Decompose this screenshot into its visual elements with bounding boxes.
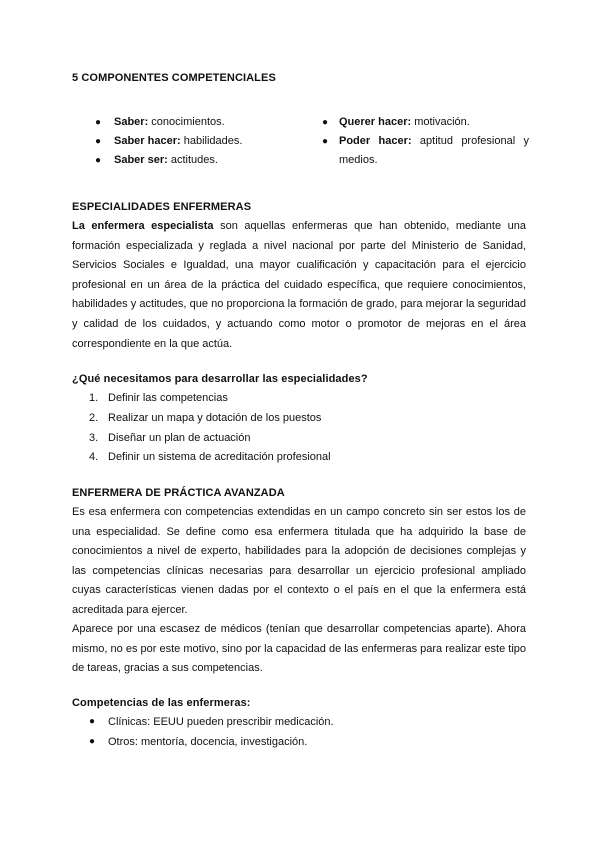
item-text: Otros: mentoría, docencia, investigación.	[108, 736, 308, 748]
item-label: Querer hacer:	[339, 116, 412, 128]
item-text: Diseñar un plan de actuación	[108, 431, 251, 444]
item-number: 3.	[89, 431, 99, 444]
list-item	[72, 732, 334, 752]
item-text: Definir las competencias	[108, 392, 228, 404]
bullet-icon: ●	[89, 736, 96, 747]
item-text: aptitud profesional y medios.	[339, 135, 529, 166]
item-text: Definir un sistema de acreditación profesional	[108, 451, 331, 464]
list-item	[72, 448, 331, 468]
item-label: Saber ser:	[114, 154, 168, 166]
practica-avanzada-paragraph-1: Es esa enfermera con competencias extendidas en un campo concreto sin ser estos los de una especialidad. Se define como esa enfermera titulada que ha adquirido la base de conocimientos a nivel de experto, habilidades para la adopción de decisiones complejas y las competencias clínicas necesarias para desarrollar un ejercicio profesional ampliado cuyas características vienen dadas por el contexto o el país en el que la enfermera está acreditada para ejercer.	[72, 506, 526, 616]
competencias-list	[72, 712, 334, 752]
item-number: 2.	[89, 411, 99, 424]
item-number: 1.	[89, 392, 99, 404]
competencias-heading: Competencias de las enfermeras:	[72, 697, 251, 709]
bullet-icon: ●	[322, 136, 329, 147]
componentes-right-column	[322, 113, 532, 170]
list-item	[322, 132, 532, 170]
item-text: conocimientos.	[148, 116, 225, 128]
bullet-icon: ●	[322, 117, 329, 128]
item-text: motivación.	[411, 116, 470, 128]
item-label: Poder hacer:	[339, 135, 412, 147]
bullet-icon: ●	[95, 155, 102, 166]
item-text: actitudes.	[167, 154, 218, 166]
componentes-list	[72, 113, 532, 173]
steps-list	[72, 389, 331, 468]
question-heading: ¿Qué necesitamos para desarrollar las especialidades?	[72, 373, 368, 385]
list-item	[72, 429, 331, 449]
bullet-icon: ●	[95, 117, 102, 128]
especialidades-paragraph	[72, 217, 526, 354]
item-text: Clínicas: EEUU pueden prescribir medicación.	[108, 716, 334, 728]
list-item	[72, 113, 302, 132]
list-item	[72, 712, 334, 732]
list-item	[72, 409, 331, 429]
paragraph-text: son aquellas enfermeras que han obtenido, mediante una formación especializada y reglada a nivel nacional por parte del Ministerio de Sanidad, Servicios Sociales e Igualdad, una mayor cualificación y capacitación para el ejercicio profesional en un área de la práctica del cuidado específica, que requiere conocimientos, habilidades y actitudes, que no proporciona la formación de grado, para mejorar la seguridad y calidad de los cuidados, y actuando como motor o promotor de mejoras en el área correspondiente en la que actúa.	[72, 220, 526, 350]
lead-bold-text: La enfermera especialista	[72, 220, 214, 232]
bullet-icon: ●	[95, 136, 102, 147]
section-title-componentes: 5 COMPONENTES COMPETENCIALES	[72, 72, 276, 84]
list-item	[72, 132, 302, 151]
section-title-practica-avanzada: ENFERMERA DE PRÁCTICA AVANZADA	[72, 487, 285, 499]
item-text: habilidades.	[180, 135, 243, 147]
componentes-left-column	[72, 113, 302, 170]
item-label: Saber hacer:	[114, 135, 181, 147]
item-label: Saber:	[114, 116, 149, 128]
section-title-especialidades: ESPECIALIDADES ENFERMERAS	[72, 201, 252, 213]
item-number: 4.	[89, 451, 99, 464]
item-text: Realizar un mapa y dotación de los puestos	[108, 411, 322, 424]
list-item	[72, 151, 302, 170]
list-item	[322, 113, 532, 132]
bullet-icon: ●	[89, 716, 96, 727]
list-item	[72, 389, 331, 409]
practica-avanzada-paragraph-2: Aparece por una escasez de médicos (tenían que desarrollar competencias aparte). Ahora mismo, no es por este motivo, sino por la capacidad de las enfermeras para realizar este tipo de tareas, gracias a sus competencias.	[72, 623, 526, 675]
